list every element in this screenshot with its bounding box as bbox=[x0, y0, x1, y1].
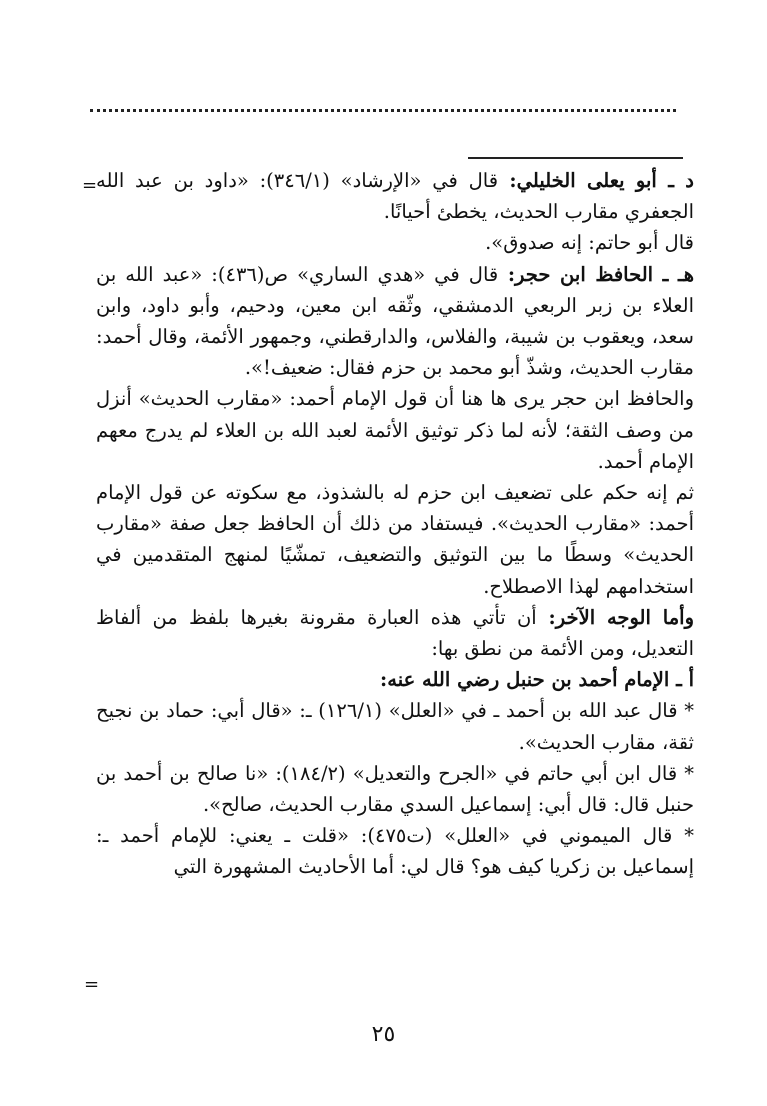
paragraph-text: والحافظ ابن حجر يرى ها هنا أن قول الإمام أحمد: «مقارب الحديث» أنزل من وصف الثقة؛ لأنه لما ذكر توثيق الأئمة لعبد الله بن العلاء لم يدرج معهم الإمام أحمد. bbox=[96, 387, 694, 473]
paragraph bbox=[96, 227, 694, 258]
paragraph-lead: هـ ـ الحافظ ابن حجر: bbox=[498, 262, 695, 286]
paragraph bbox=[96, 477, 694, 602]
paragraph bbox=[96, 259, 694, 384]
paragraph bbox=[96, 758, 694, 820]
continuation-mark-top: = bbox=[82, 175, 98, 196]
paragraph bbox=[96, 165, 694, 227]
paragraph-text: أن تأتي هذه العبارة مقرونة بغيرها بلفظ من ألفاظ التعديل، ومن الأئمة من نطق بها: bbox=[96, 605, 694, 661]
paragraph bbox=[96, 602, 694, 664]
paragraph bbox=[96, 695, 694, 757]
paragraph-text: ثم إنه حكم على تضعيف ابن حزم له بالشذوذ، مع سكوته عن قول الإمام أحمد: «مقارب الحديث». فيستفاد من ذلك أن الحافظ جعل صفة «مقارب الحديث» وسطًا ما بين التوثيق والتضعيف، تمشّيًا لمنهج المتقدمين في استخدامهم لهذا الاصطلاح. bbox=[96, 481, 694, 598]
paragraph-text: * قال عبد الله بن أحمد ـ في «العلل» (١٢٦/١) ـ: «قال أبي: حماد بن نجيح ثقة، مقارب الحديث». bbox=[96, 699, 694, 754]
paragraph-text: قال أبو حاتم: إنه صدوق». bbox=[485, 231, 694, 255]
paragraph-text: قال في «هدي الساري» ص(٤٣٦): «عبد الله بن العلاء بن زبر الربعي الدمشقي، وثّقه ابن معين، ودحيم، وأبو داود، وابن سعد، ويعقوب بن شيبة، والفلاس، والدارقطني، وجمهور الأئمة، وقال أحمد: مقارب الحديث، وشذّ أبو محمد بن حزم فقال: ضعيف!». bbox=[96, 262, 694, 380]
paragraph bbox=[96, 383, 694, 477]
page-number: ٢٥ bbox=[371, 1022, 396, 1047]
paragraph-lead: أ ـ الإمام أحمد بن حنبل رضي الله عنه: bbox=[380, 668, 694, 692]
paragraph-lead: د ـ أبو يعلى الخليلي: bbox=[498, 169, 694, 192]
paragraph-lead: وأما الوجه الآخر: bbox=[536, 605, 694, 629]
paragraph-text: قال في «الإرشاد» (٣٤٦/١): «داود بن عبد الله الجعفري مقارب الحديث، يخطئ أحيانًا. bbox=[96, 169, 694, 224]
footnote-separator bbox=[468, 157, 683, 159]
header-dotted-rule bbox=[90, 109, 676, 112]
paragraph-text: * قال الميموني في «العلل» (ت٤٧٥): «قلت ـ يعني: للإمام أحمد ـ: إسماعيل بن زكريا كيف هو؟ قال لي: أما الأحاديث المشهورة التي bbox=[96, 824, 695, 879]
continuation-mark-bottom: = bbox=[84, 974, 100, 995]
paragraph bbox=[96, 664, 694, 695]
footnote-text bbox=[96, 165, 694, 883]
paragraph-text: * قال ابن أبي حاتم في «الجرح والتعديل» (١٨٤/٢): «نا صالح بن أحمد بن حنبل قال: قال أبي: إسماعيل السدي مقارب الحديث، صالح». bbox=[96, 761, 694, 817]
paragraph bbox=[96, 820, 694, 882]
